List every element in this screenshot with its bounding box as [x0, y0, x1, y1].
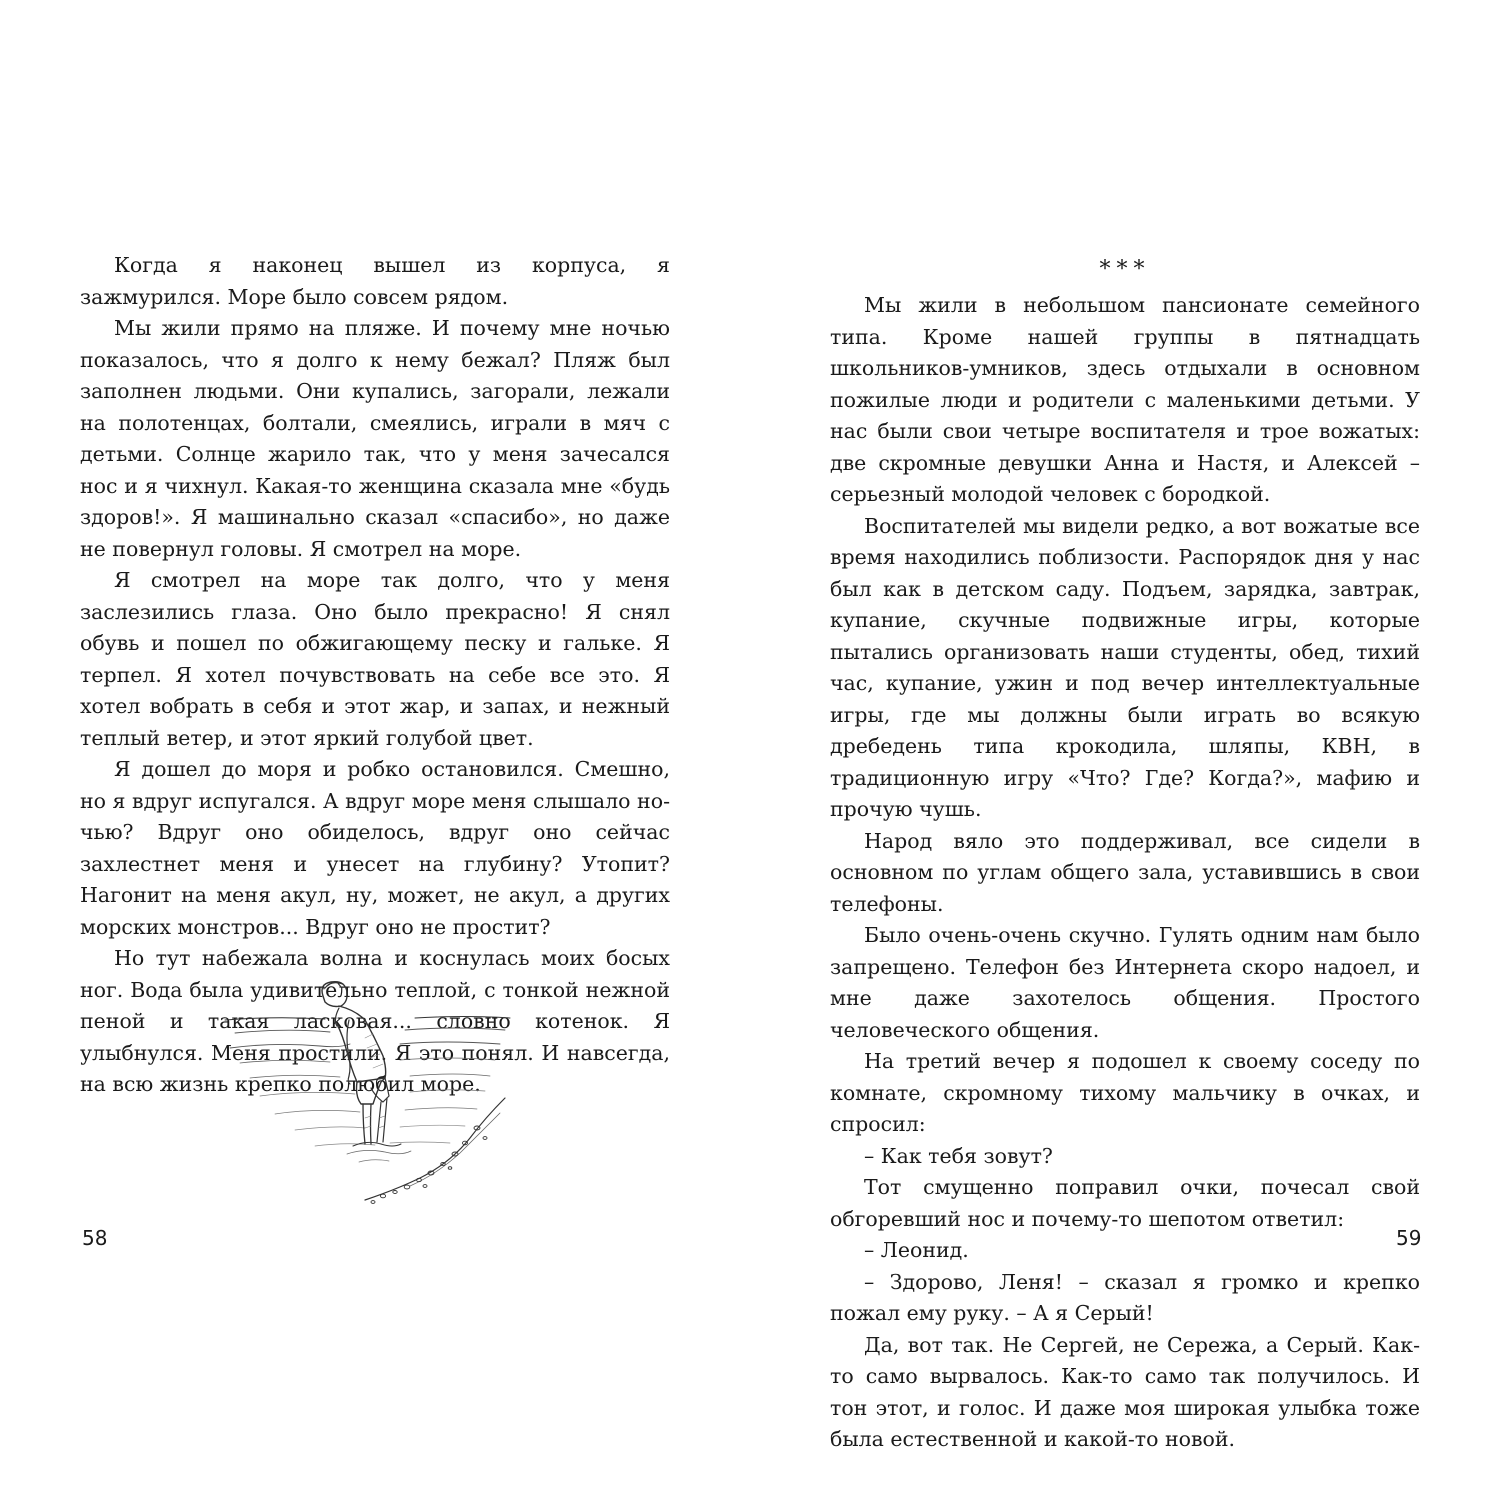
left-page [80, 250, 670, 1101]
boy-in-sea-illustration [215, 978, 515, 1218]
page-number-left: 58 [82, 1226, 108, 1250]
right-paragraph-7: Тот смущенно поправил очки, почесал свой обгоревший нос и почему-то шепотом ответил: [830, 1175, 1420, 1231]
left-paragraph-1: Когда я наконец вышел из корпуса, я зажмурился. Море было совсем рядом. [80, 253, 670, 309]
left-paragraph-4: Я дошел до моря и робко остановился. Смешно, но я вдруг испугался. А вдруг море меня слышало ночью? Вдруг оно обиделось, вдруг оно сейчас захлестнет меня и унесет на глубину? Утопит? Нагонит на меня акул, ну, может, не акул, а других морских монстров... Вдруг оно не простит? [80, 757, 670, 939]
right-paragraph-3: Народ вяло это поддерживал, все сидели в основном по углам общего зала, уставившись в свои телефоны. [830, 828, 1420, 916]
right-paragraph-9: – Здорово, Леня! – сказал я громко и крепко пожал ему руку. – А я Серый! [830, 1269, 1420, 1325]
right-paragraph-10: Да, вот так. Не Сергей, не Сережа, а Серый. Как-то само вырвалось. Как-то само так получилось. И тон этот, и голос. И даже моя широкая улыбка тоже была естественной и какой-то новой. [830, 1332, 1420, 1451]
right-paragraph-8: – Леонид. [864, 1238, 969, 1262]
left-paragraph-5: Но тут набежала волна и коснулась моих босых ног. Вода была удивительно теплой, с тонкой нежной пеной и такая ласковая... словно котенок. Я улыбнулся. Меня простили. Я это понял. И навсегда, на всю жизнь крепко полюбил море. [80, 946, 670, 1096]
section-separator: *** [1099, 257, 1151, 282]
left-paragraph-3: Я смотрел на море так долго, что у меня заслезились глаза. Оно было прекрасно! Я снял обувь и пошел по обжигающему песку и гальке. Я терпел. Я хотел почувствовать на себе все это. Я хотел вобрать в себя и этот жар, и запах, и нежный теплый ветер, и этот яркий голубой цвет. [80, 568, 670, 750]
left-paragraph-2: Мы жили прямо на пляже. И почему мне ночью показалось, что я долго к нему бежал? Пляж был заполнен людьми. Они купались, загорали, лежали на полотенцах, болтали, смеялись, играли в мяч с детьми. Солнце жарило так, что у меня зачесался нос и я чихнул. Какая-то женщина сказала мне «будь здоров!». Я машинально сказал «спасибо», но даже не повернул головы. Я смотрел на море. [80, 316, 670, 561]
right-paragraph-6: – Как тебя зовут? [864, 1143, 1053, 1168]
right-paragraph-2: Воспитателей мы видели редко, а вот вожатые все время находились поблизости. Распорядок дня у нас был как в детском саду. Подъем, зарядка, завтрак, купание, скучные подвижные игры, которые пытались организовать наши студенты, обед, тихий час, купание, ужин и под вечер интеллектуальные игры, где мы должны были играть во всякую дребедень типа крокодила, шляпы, КВН, в традиционную игру «Что? Где? Когда?», мафию и прочую чушь. [830, 513, 1420, 821]
right-page [830, 250, 1420, 1456]
page-number-right: 59 [1396, 1226, 1422, 1250]
right-paragraph-4: Было очень-очень скучно. Гулять одним нам было запрещено. Телефон без Интернета скоро надоел, и мне даже захотелось общения. Простого человеческого общения. [830, 923, 1420, 1042]
right-paragraph-1: Мы жили в небольшом пансионате семейного типа. Кроме нашей группы в пятнадцать школьников-умников, здесь отдыхали в основном пожилые люди и родители с маленькими детьми. У нас были свои четыре воспитателя и трое вожатых: две скромные девушки Анна и Настя, и Алексей – серьезный молодой человек с бородкой. [830, 293, 1420, 506]
right-paragraph-5: На третий вечер я подошел к своему соседу по комнате, скромному тихому мальчику в очках, и спросил: [830, 1049, 1420, 1136]
